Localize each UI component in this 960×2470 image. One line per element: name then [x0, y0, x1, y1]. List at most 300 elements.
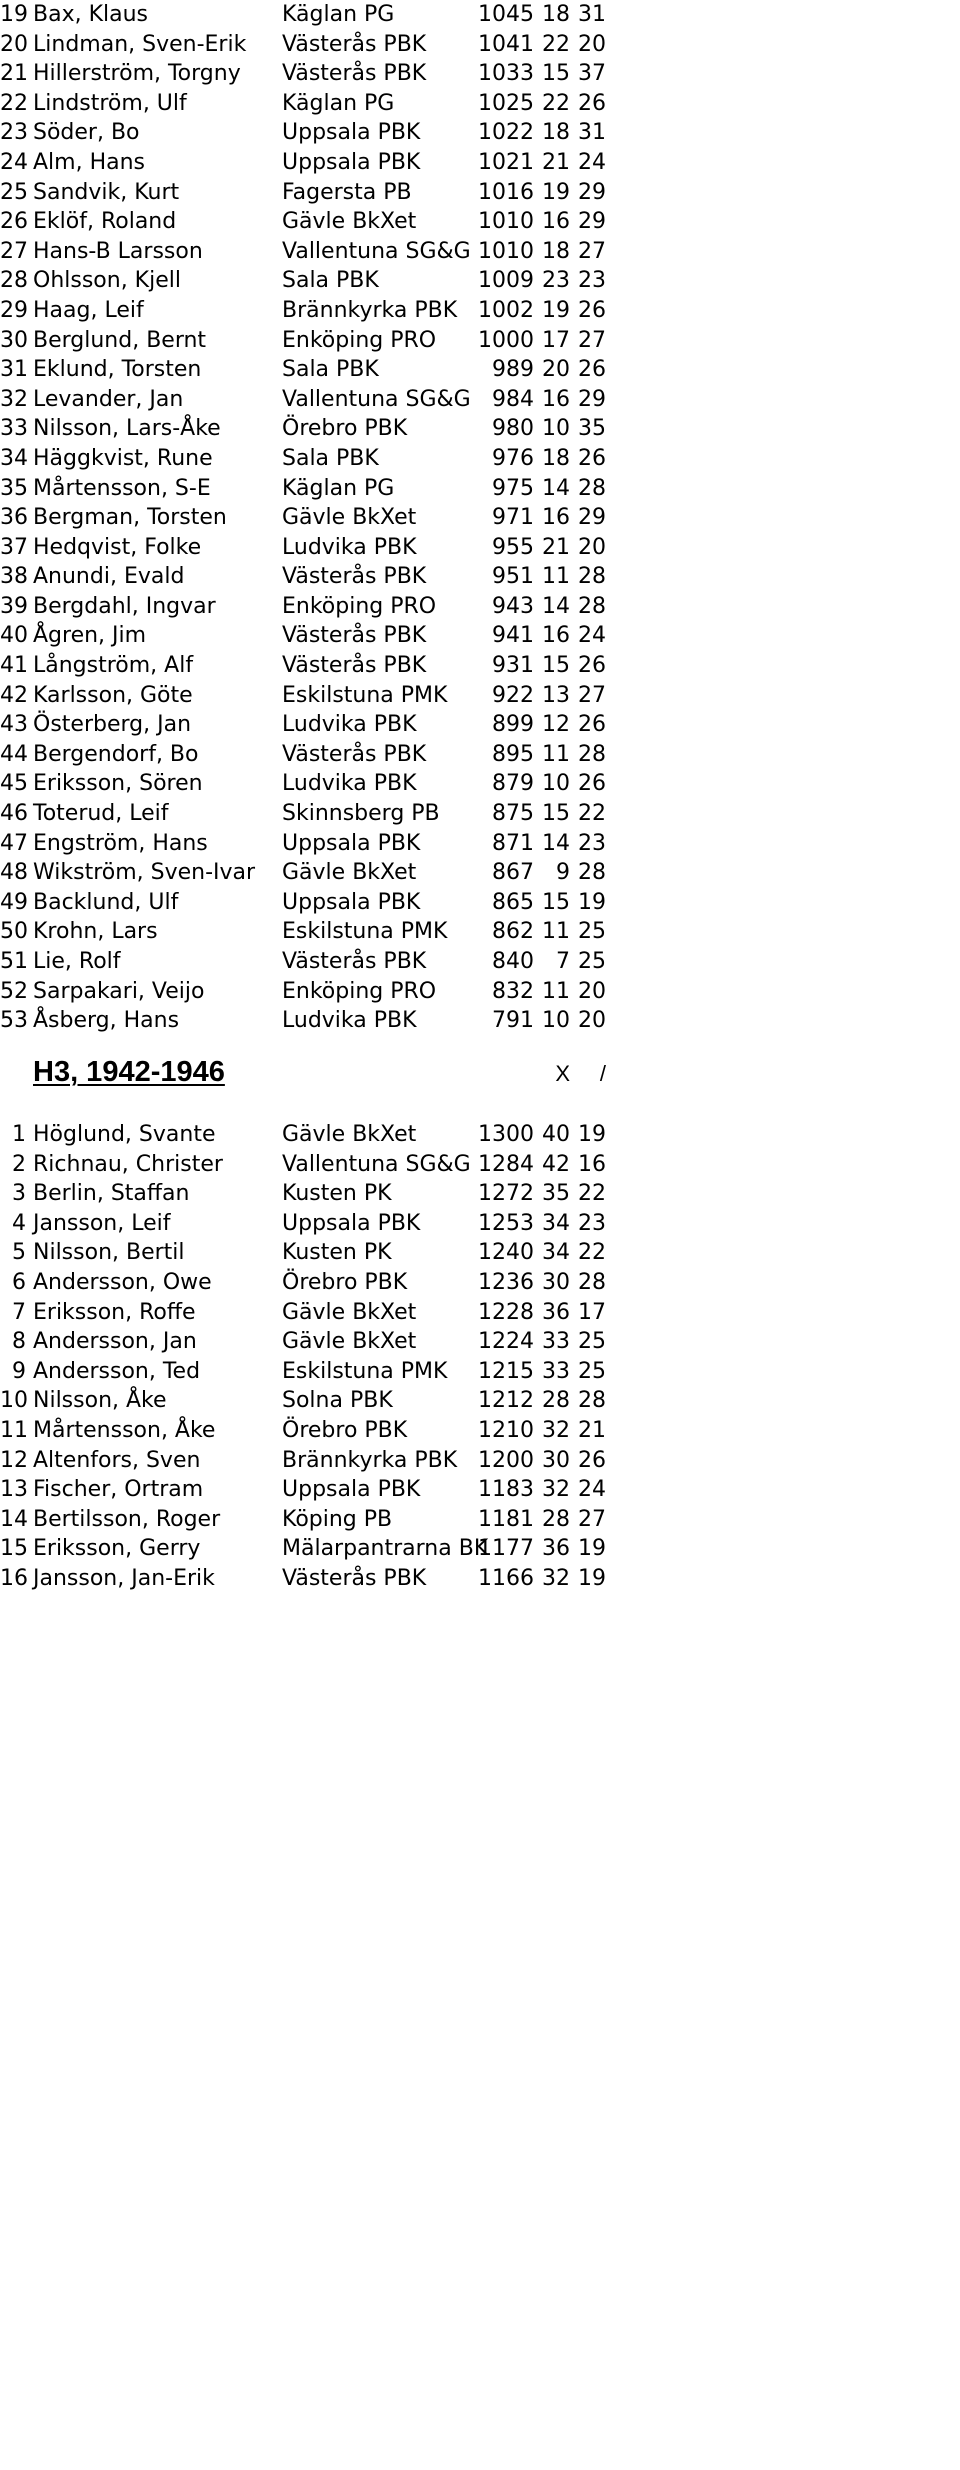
club-name: Örebro PBK: [282, 1417, 408, 1443]
slash-count-cell: 26: [578, 297, 606, 323]
club-name: Köping PB: [282, 1506, 393, 1532]
score-cell: 1045: [478, 2, 534, 27]
score-cell: 980: [492, 416, 534, 442]
club-name: Västerås PBK: [282, 564, 427, 590]
club-name: Eskilstuna PMK: [282, 1358, 448, 1384]
club-name: Västerås PBK: [282, 623, 427, 649]
club-name: Sala PBK: [282, 445, 379, 471]
club-name: Uppsala PBK: [282, 149, 421, 175]
slash-count-cell: 22: [578, 801, 606, 827]
rank-cell: 11: [0, 1417, 28, 1443]
slash-count-cell: 20: [578, 978, 606, 1004]
x-count-cell: 10: [542, 416, 570, 442]
score-cell: 1166: [478, 1565, 534, 1591]
x-count-cell: 15: [542, 61, 570, 87]
rank-cell: 53: [0, 1008, 28, 1034]
player-name: Nilsson, Lars-Åke: [33, 416, 221, 442]
rank-cell: 8: [12, 1329, 26, 1355]
slash-count-cell: 28: [578, 860, 606, 886]
slash-count-cell: 28: [578, 593, 606, 619]
slash-count-cell: 22: [578, 1240, 606, 1266]
x-count-cell: 9: [556, 860, 570, 886]
rank-cell: 20: [0, 31, 28, 57]
table-row: [0, 710, 960, 740]
slash-count-cell: 29: [578, 179, 606, 205]
player-name: Bergman, Torsten: [33, 505, 227, 531]
rank-cell: 35: [0, 475, 28, 501]
slash-count-cell: 29: [578, 505, 606, 531]
slash-count-cell: 28: [578, 1388, 606, 1414]
score-cell: 791: [492, 1008, 534, 1034]
slash-count-cell: 20: [578, 534, 606, 560]
rank-cell: 27: [0, 238, 28, 264]
table-row: [0, 858, 960, 888]
club-name: Gävle BkXet: [282, 209, 417, 235]
player-name: Eriksson, Sören: [33, 771, 203, 797]
score-cell: 1272: [478, 1181, 534, 1207]
club-name: Västerås PBK: [282, 1565, 427, 1591]
x-count-cell: 7: [556, 949, 570, 974]
slash-count-cell: 23: [578, 268, 606, 294]
score-cell: 871: [492, 830, 534, 856]
x-count-cell: 36: [542, 1299, 570, 1325]
score-cell: 1041: [478, 31, 534, 57]
slash-count-cell: 37: [578, 61, 606, 87]
table-row: [0, 266, 960, 296]
rank-cell: 9: [12, 1358, 26, 1384]
club-name: Solna PBK: [282, 1388, 393, 1414]
club-name: Västerås PBK: [282, 741, 427, 767]
x-count-cell: 30: [542, 1447, 570, 1473]
x-count-cell: 28: [542, 1506, 570, 1532]
score-cell: 1210: [478, 1417, 534, 1443]
score-cell: 971: [492, 505, 534, 531]
x-count-cell: 14: [542, 830, 570, 856]
player-name: Höglund, Svante: [33, 1122, 216, 1147]
club-name: Västerås PBK: [282, 949, 427, 974]
slash-count-cell: 26: [578, 1447, 606, 1473]
table-row: [0, 947, 960, 977]
slash-count-cell: 26: [578, 712, 606, 738]
player-name: Mårtensson, S-E: [33, 475, 211, 501]
table-row: [0, 207, 960, 237]
x-count-cell: 11: [542, 978, 570, 1004]
x-count-cell: 18: [542, 120, 570, 146]
x-count-cell: 32: [542, 1477, 570, 1503]
player-name: Långström, Alf: [33, 653, 194, 679]
score-cell: 1300: [478, 1122, 534, 1147]
slash-count-cell: 27: [578, 682, 606, 708]
slash-count-cell: 26: [578, 771, 606, 797]
club-name: Käglan PG: [282, 2, 395, 27]
x-count-cell: 18: [542, 238, 570, 264]
x-count-cell: 42: [542, 1151, 570, 1177]
player-name: Eriksson, Gerry: [33, 1536, 201, 1562]
score-cell: 875: [492, 801, 534, 827]
score-cell: 1022: [478, 120, 534, 146]
slash-count-cell: 26: [578, 90, 606, 116]
club-name: Eskilstuna PMK: [282, 682, 448, 708]
x-count-cell: 15: [542, 653, 570, 679]
player-name: Backlund, Ulf: [33, 889, 179, 915]
slash-count-cell: 16: [578, 1151, 606, 1177]
rank-cell: 52: [0, 978, 28, 1004]
club-name: Uppsala PBK: [282, 889, 421, 915]
rank-cell: 36: [0, 505, 28, 531]
rank-cell: 49: [0, 889, 28, 915]
table-row: [0, 118, 960, 148]
x-count-cell: 14: [542, 593, 570, 619]
table-row: [0, 533, 960, 563]
player-name: Bergdahl, Ingvar: [33, 593, 216, 619]
score-cell: 941: [492, 623, 534, 649]
table-row: [0, 1564, 960, 1594]
rank-cell: 22: [0, 90, 28, 116]
club-name: Västerås PBK: [282, 61, 427, 87]
table-row: [0, 769, 960, 799]
score-cell: 1177: [478, 1536, 534, 1562]
slash-count-cell: 25: [578, 949, 606, 974]
table-row: [0, 474, 960, 504]
player-name: Jansson, Leif: [33, 1210, 171, 1236]
player-name: Bax, Klaus: [33, 2, 149, 27]
x-count-cell: 11: [542, 919, 570, 945]
rank-cell: 45: [0, 771, 28, 797]
score-cell: 1284: [478, 1151, 534, 1177]
player-name: Hedqvist, Folke: [33, 534, 202, 560]
slash-count-cell: 24: [578, 623, 606, 649]
club-name: Vallentuna SG&G: [282, 238, 471, 264]
slash-count-cell: 28: [578, 475, 606, 501]
slash-count-cell: 31: [578, 2, 606, 27]
player-name: Krohn, Lars: [33, 919, 158, 945]
x-count-cell: 16: [542, 209, 570, 235]
club-name: Eskilstuna PMK: [282, 919, 448, 945]
rank-cell: 30: [0, 327, 28, 353]
x-count-cell: 20: [542, 357, 570, 383]
rank-cell: 39: [0, 593, 28, 619]
score-cell: 1010: [478, 238, 534, 264]
player-name: Andersson, Owe: [33, 1269, 212, 1295]
club-name: Sala PBK: [282, 268, 379, 294]
score-cell: 1228: [478, 1299, 534, 1325]
slash-count-cell: 23: [578, 1210, 606, 1236]
slash-count-cell: 28: [578, 564, 606, 590]
score-cell: 931: [492, 653, 534, 679]
slash-count-cell: 25: [578, 1358, 606, 1384]
x-count-cell: 15: [542, 889, 570, 915]
club-name: Ludvika PBK: [282, 712, 417, 738]
player-name: Andersson, Jan: [33, 1329, 197, 1355]
score-cell: 899: [492, 712, 534, 738]
slash-count-cell: 27: [578, 327, 606, 353]
slash-count-cell: 26: [578, 357, 606, 383]
table-row: [0, 1357, 960, 1387]
club-name: Brännkyrka PBK: [282, 1447, 458, 1473]
table-row: [0, 237, 960, 267]
score-cell: 1016: [478, 179, 534, 205]
club-name: Enköping PRO: [282, 327, 437, 353]
club-name: Mälarpantrarna BK: [282, 1536, 489, 1562]
rank-cell: 6: [12, 1269, 26, 1295]
rank-cell: 46: [0, 801, 28, 827]
club-name: Sala PBK: [282, 357, 379, 383]
table-row: [0, 592, 960, 622]
score-cell: 1033: [478, 61, 534, 87]
score-cell: 1183: [478, 1477, 534, 1503]
player-name: Häggkvist, Rune: [33, 445, 213, 471]
player-name: Hillerström, Torgny: [33, 61, 241, 87]
x-count-cell: 17: [542, 327, 570, 353]
rank-cell: 21: [0, 61, 28, 87]
table-row: [0, 917, 960, 947]
player-name: Österberg, Jan: [33, 712, 192, 738]
x-count-cell: 35: [542, 1181, 570, 1207]
score-cell: 832: [492, 978, 534, 1004]
table-row: [0, 503, 960, 533]
slash-count-cell: 21: [578, 1417, 606, 1443]
score-cell: 1253: [478, 1210, 534, 1236]
score-cell: 865: [492, 889, 534, 915]
player-name: Sandvik, Kurt: [33, 179, 180, 205]
rank-cell: 50: [0, 919, 28, 945]
rank-cell: 47: [0, 830, 28, 856]
player-name: Wikström, Sven-Ivar: [33, 860, 256, 886]
rank-cell: 16: [0, 1565, 28, 1591]
x-count-cell: 13: [542, 682, 570, 708]
slash-count-cell: 35: [578, 416, 606, 442]
score-cell: 867: [492, 860, 534, 886]
player-name: Engström, Hans: [33, 830, 208, 856]
slash-count-cell: 27: [578, 238, 606, 264]
table-row: [0, 1534, 960, 1564]
player-name: Åsberg, Hans: [33, 1008, 180, 1034]
table-row: [0, 89, 960, 119]
table-row: [0, 178, 960, 208]
x-count-cell: 12: [542, 712, 570, 738]
club-name: Brännkyrka PBK: [282, 297, 458, 323]
x-count-cell: 28: [542, 1388, 570, 1414]
score-cell: 840: [492, 949, 534, 974]
player-name: Richnau, Christer: [33, 1151, 223, 1177]
table-row: [0, 621, 960, 651]
table-row: [0, 1006, 960, 1036]
club-name: Västerås PBK: [282, 31, 427, 57]
club-name: Vallentuna SG&G: [282, 1151, 471, 1177]
table-row: [0, 326, 960, 356]
slash-count-cell: 20: [578, 31, 606, 57]
rank-cell: 34: [0, 445, 28, 471]
x-count-cell: 16: [542, 505, 570, 531]
player-name: Lindman, Sven-Erik: [33, 31, 247, 57]
x-count-cell: 19: [542, 179, 570, 205]
club-name: Uppsala PBK: [282, 830, 421, 856]
rank-cell: 42: [0, 682, 28, 708]
table-row: [0, 681, 960, 711]
rank-cell: 3: [12, 1181, 26, 1207]
table-row: [0, 59, 960, 89]
x-count-cell: 19: [542, 297, 570, 323]
slash-count-cell: 28: [578, 1269, 606, 1295]
rank-cell: 33: [0, 416, 28, 442]
column-header-slash: /: [599, 1061, 606, 1086]
club-name: Gävle BkXet: [282, 505, 417, 531]
rank-cell: 29: [0, 297, 28, 323]
table-row: [0, 562, 960, 592]
slash-count-cell: 17: [578, 1299, 606, 1325]
player-name: Haag, Leif: [33, 297, 144, 323]
score-cell: 975: [492, 475, 534, 501]
table-row: [0, 1238, 960, 1268]
section-title: H3, 1942-1946: [33, 1056, 225, 1088]
table-row: [0, 0, 960, 30]
player-name: Alm, Hans: [33, 149, 146, 175]
x-count-cell: 22: [542, 31, 570, 57]
player-name: Eriksson, Roffe: [33, 1299, 196, 1325]
score-cell: 1200: [478, 1447, 534, 1473]
player-name: Andersson, Ted: [33, 1358, 201, 1384]
rank-cell: 37: [0, 534, 28, 560]
slash-count-cell: 29: [578, 209, 606, 235]
slash-count-cell: 19: [578, 1536, 606, 1562]
table-row: [0, 799, 960, 829]
player-name: Eklund, Torsten: [33, 357, 202, 383]
club-name: Uppsala PBK: [282, 120, 421, 146]
rank-cell: 19: [0, 2, 28, 27]
score-cell: 1025: [478, 90, 534, 116]
rank-cell: 1: [12, 1122, 26, 1147]
score-cell: 862: [492, 919, 534, 945]
slash-count-cell: 26: [578, 445, 606, 471]
x-count-cell: 34: [542, 1240, 570, 1266]
player-name: Mårtensson, Åke: [33, 1417, 216, 1443]
player-name: Bertilsson, Roger: [33, 1506, 221, 1532]
x-count-cell: 33: [542, 1358, 570, 1384]
player-name: Hans-B Larsson: [33, 238, 203, 264]
results-table-h3: [0, 1120, 960, 1594]
rank-cell: 13: [0, 1477, 28, 1503]
table-row: [0, 1446, 960, 1476]
table-row: [0, 414, 960, 444]
rank-cell: 7: [12, 1299, 26, 1325]
rank-cell: 28: [0, 268, 28, 294]
player-name: Berglund, Bernt: [33, 327, 207, 353]
club-name: Uppsala PBK: [282, 1210, 421, 1236]
x-count-cell: 14: [542, 475, 570, 501]
x-count-cell: 40: [542, 1122, 570, 1147]
table-row: [0, 1505, 960, 1535]
x-count-cell: 23: [542, 268, 570, 294]
table-row: [0, 1416, 960, 1446]
x-count-cell: 10: [542, 771, 570, 797]
slash-count-cell: 31: [578, 120, 606, 146]
rank-cell: 5: [12, 1240, 26, 1266]
slash-count-cell: 26: [578, 653, 606, 679]
score-cell: 955: [492, 534, 534, 560]
club-name: Gävle BkXet: [282, 1122, 417, 1147]
x-count-cell: 32: [542, 1417, 570, 1443]
score-cell: 1224: [478, 1329, 534, 1355]
club-name: Skinnsberg PB: [282, 801, 440, 827]
x-count-cell: 34: [542, 1210, 570, 1236]
rank-cell: 38: [0, 564, 28, 590]
rank-cell: 48: [0, 860, 28, 886]
score-cell: 1002: [478, 297, 534, 323]
score-cell: 1181: [478, 1506, 534, 1532]
table-row: [0, 829, 960, 859]
score-cell: 951: [492, 564, 534, 590]
table-row: [0, 355, 960, 385]
score-cell: 1000: [478, 327, 534, 353]
player-name: Nilsson, Åke: [33, 1388, 167, 1414]
score-cell: 1010: [478, 209, 534, 235]
club-name: Ludvika PBK: [282, 771, 417, 797]
table-row: [0, 444, 960, 474]
player-name: Nilsson, Bertil: [33, 1240, 185, 1266]
player-name: Fischer, Ortram: [33, 1477, 204, 1503]
player-name: Altenfors, Sven: [33, 1447, 201, 1473]
slash-count-cell: 25: [578, 919, 606, 945]
score-cell: 1009: [478, 268, 534, 294]
club-name: Kusten PK: [282, 1240, 392, 1266]
table-row: [0, 1327, 960, 1357]
x-count-cell: 11: [542, 564, 570, 590]
rank-cell: 12: [0, 1447, 28, 1473]
score-cell: 895: [492, 741, 534, 767]
club-name: Uppsala PBK: [282, 1477, 421, 1503]
club-name: Kusten PK: [282, 1181, 392, 1207]
slash-count-cell: 27: [578, 1506, 606, 1532]
slash-count-cell: 23: [578, 830, 606, 856]
rank-cell: 43: [0, 712, 28, 738]
rank-cell: 4: [12, 1210, 26, 1236]
club-name: Enköping PRO: [282, 978, 437, 1004]
club-name: Käglan PG: [282, 475, 395, 501]
club-name: Ludvika PBK: [282, 1008, 417, 1034]
player-name: Sarpakari, Veijo: [33, 978, 205, 1004]
rank-cell: 14: [0, 1506, 28, 1532]
rank-cell: 23: [0, 120, 28, 146]
slash-count-cell: 19: [578, 1122, 606, 1147]
club-name: Ludvika PBK: [282, 534, 417, 560]
table-row: [0, 385, 960, 415]
table-row: [0, 1150, 960, 1180]
slash-count-cell: 24: [578, 149, 606, 175]
table-row: [0, 888, 960, 918]
x-count-cell: 21: [542, 149, 570, 175]
table-row: [0, 1298, 960, 1328]
x-count-cell: 22: [542, 90, 570, 116]
x-count-cell: 16: [542, 386, 570, 412]
x-count-cell: 32: [542, 1565, 570, 1591]
rank-cell: 32: [0, 386, 28, 412]
slash-count-cell: 24: [578, 1477, 606, 1503]
player-name: Toterud, Leif: [33, 801, 169, 827]
rank-cell: 31: [0, 357, 28, 383]
player-name: Jansson, Jan-Erik: [33, 1565, 215, 1591]
score-cell: 1021: [478, 149, 534, 175]
x-count-cell: 10: [542, 1008, 570, 1034]
score-cell: 879: [492, 771, 534, 797]
column-header-x: X: [555, 1061, 570, 1086]
slash-count-cell: 28: [578, 741, 606, 767]
table-row: [0, 148, 960, 178]
slash-count-cell: 19: [578, 889, 606, 915]
club-name: Gävle BkXet: [282, 1329, 417, 1355]
table-row: [0, 740, 960, 770]
slash-count-cell: 19: [578, 1565, 606, 1591]
player-name: Bergendorf, Bo: [33, 741, 199, 767]
